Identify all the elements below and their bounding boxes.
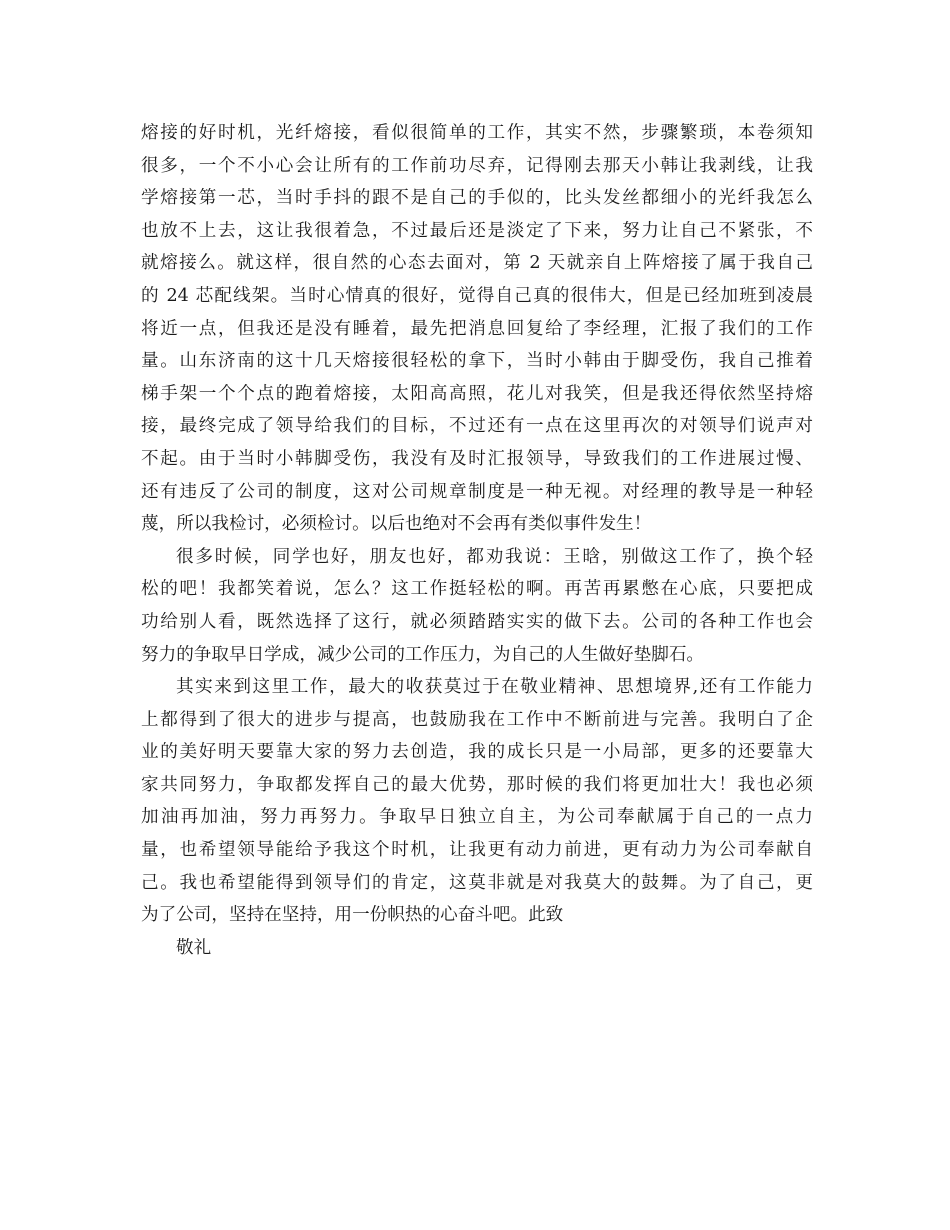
text-line: 接，最终完成了领导给我们的目标，不过还有一点在这里再次的对领导们说声对 <box>141 416 813 437</box>
text-line: 熔接的好时机，光纤熔接，看似很简单的工作，其实不然，步骤繁琐，本卷须知 <box>141 123 813 143</box>
text-line: 的 24 芯配线架。当时心情真的很好，觉得自己真的很伟大，但是已经加班到凌晨 <box>141 285 813 306</box>
text-line: 努力的争取早日学成，减少公司的工作压力，为自己的人生做好垫脚石。 <box>141 644 705 665</box>
paragraph-2 <box>141 541 813 671</box>
text-line: 很多，一个不小心会让所有的工作前功尽弃，记得刚去那天小韩让我剥线，让我 <box>141 155 813 176</box>
text-line: 业的美好明天要靠大家的努力去创造，我的成长只是一小局部，更多的还要靠大 <box>141 742 813 763</box>
text-line: 还有违反了公司的制度，这对公司规章制度是一种无视。对经理的教导是一种轻 <box>141 481 813 502</box>
text-line: 量。山东济南的这十几天熔接很轻松的拿下，当时小韩由于脚受伤，我自己推着 <box>141 351 813 372</box>
paragraph-1 <box>141 117 813 541</box>
text-line: 加油再加油，努力再努力。争取早日独立自主，为公司奉献属于自己的一点力 <box>141 807 813 828</box>
paragraph-3 <box>141 671 813 932</box>
text-line: 上都得到了很大的进步与提高，也鼓励我在工作中不断前进与完善。我明白了企 <box>141 709 813 730</box>
text-line: 不起。由于当时小韩脚受伤，我没有及时汇报领导，导致我们的工作进展过慢、 <box>141 448 813 469</box>
text-line: 松的吧！我都笑着说，怎么？这工作挺轻松的啊。再苦再累憋在心底，只要把成 <box>141 579 813 600</box>
text-line: 学熔接第一芯，当时手抖的跟不是自己的手似的，比头发丝都细小的光纤我怎么 <box>141 188 813 209</box>
text-line: 将近一点，但我还是没有睡着，最先把消息回复给了李经理，汇报了我们的工作 <box>141 318 813 339</box>
closing-salutation: 敬礼 <box>176 937 212 958</box>
text-line: 其实来到这里工作，最大的收获莫过于在敬业精神、思想境界,还有工作能力 <box>176 677 813 698</box>
text-line: 为了公司，坚持在坚持，用一份帜热的心奋斗吧。此致 <box>141 905 564 926</box>
text-line: 功给别人看，既然选择了这行，就必须踏踏实实的做下去。公司的各种工作也会 <box>141 611 813 632</box>
text-line: 家共同努力，争取都发挥自己的最大优势，那时候的我们将更加壮大！我也必须 <box>141 774 813 795</box>
text-line: 也放不上去，这让我很着急，不过最后还是淡定了下来，努力让自己不紧张，不 <box>141 220 813 241</box>
text-line: 蔑，所以我检讨，必须检讨。以后也绝对不会再有类似事件发生！ <box>141 514 652 535</box>
text-line: 己。我也希望能得到领导们的肯定，这莫非就是对我莫大的鼓舞。为了自己，更 <box>141 872 813 893</box>
text-line: 梯手架一个个点的跑着熔接，太阳高高照，花儿对我笑，但是我还得依然坚持熔 <box>141 383 813 404</box>
text-line: 量，也希望领导能给予我这个时机，让我更有动力前进，更有动力为公司奉献自 <box>141 840 813 861</box>
text-line: 很多时候，同学也好，朋友也好，都劝我说：王晗，别做这工作了，换个轻 <box>176 546 813 567</box>
document-body <box>141 117 813 964</box>
text-line: 就熔接么。就这样，很自然的心态去面对，第 2 天就亲自上阵熔接了属于我自己 <box>141 253 813 274</box>
